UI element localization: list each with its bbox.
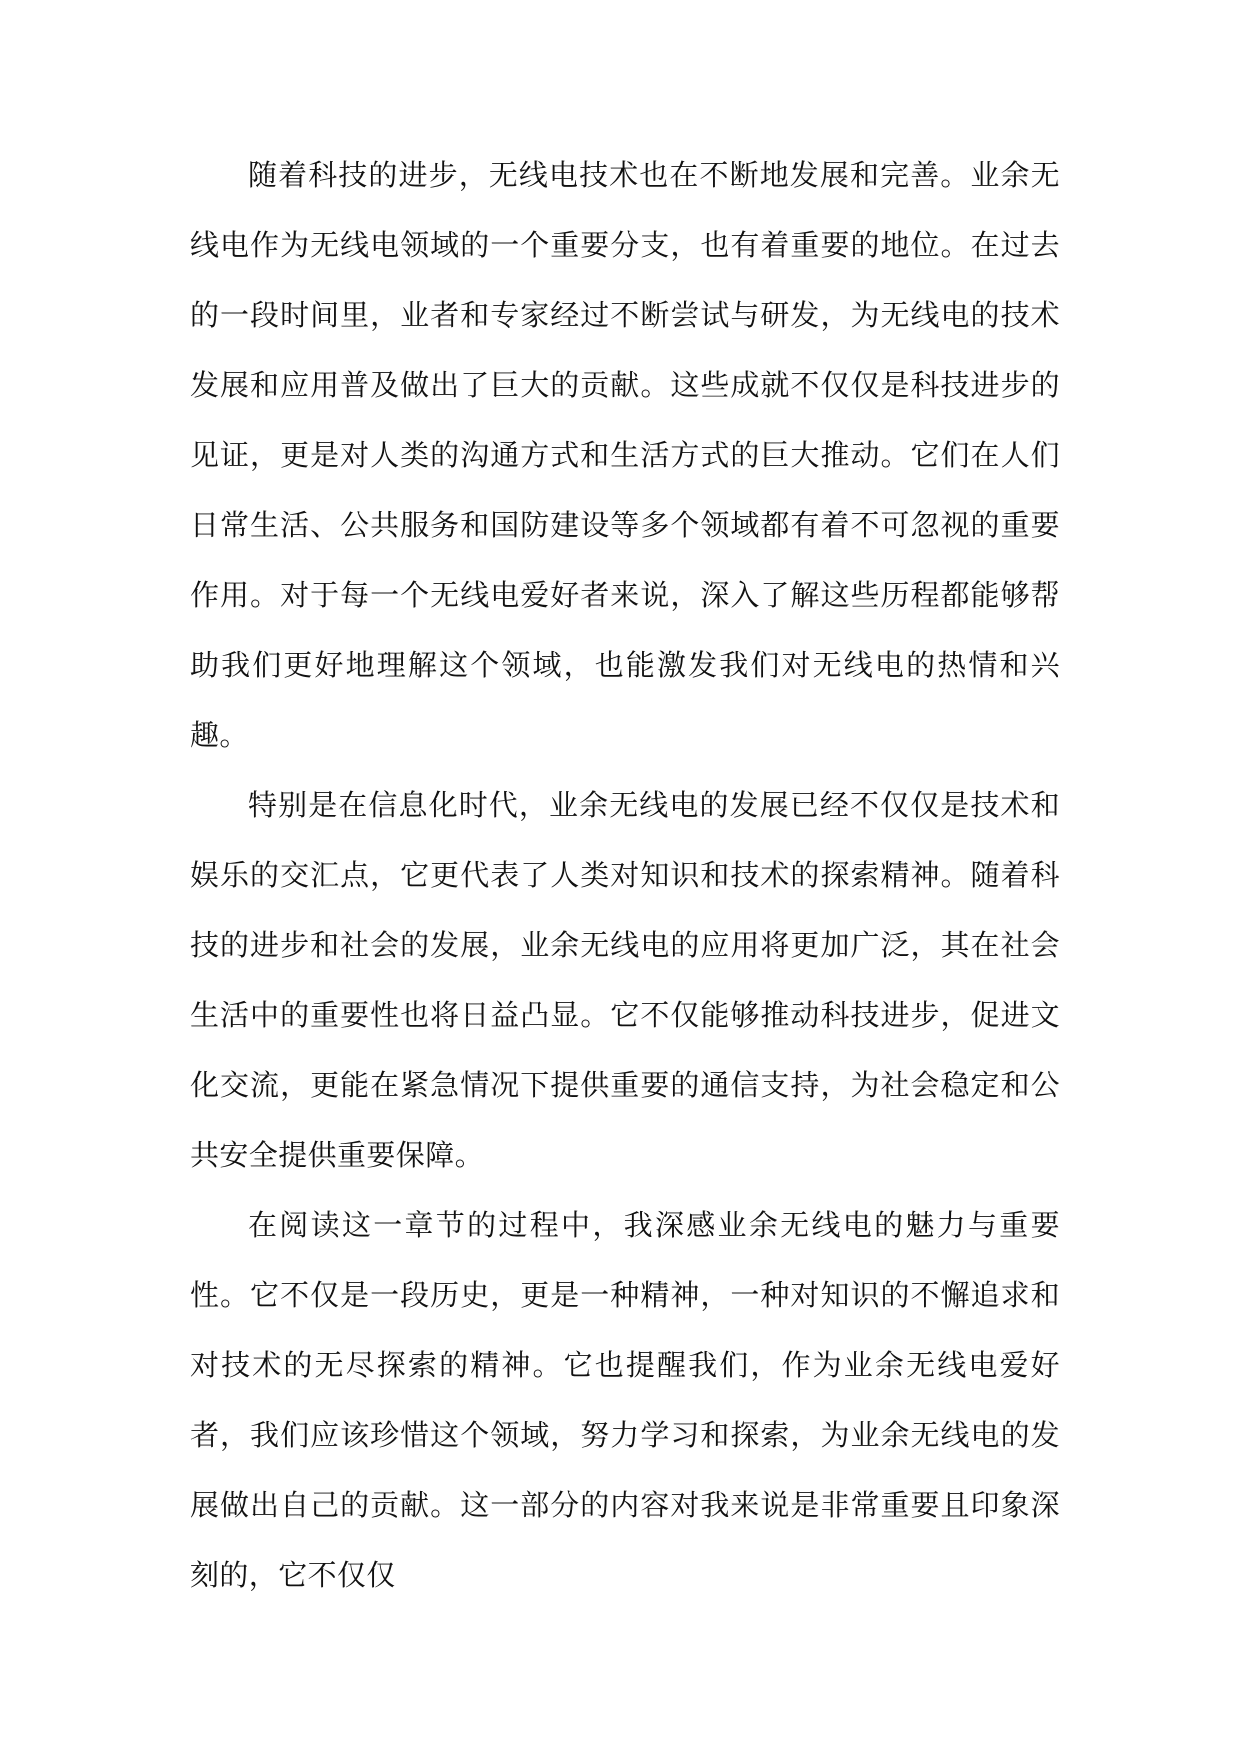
paragraph-1: 随着科技的进步，无线电技术也在不断地发展和完善。业余无线电作为无线电领域的一个重要分支，也有着重要的地位。在过去的一段时间里，业者和专家经过不断尝试与研发，为无线电的技术发展和应用普及做出了巨大的贡献。这些成就不仅仅是科技进步的见证，更是对人类的沟通方式和生活方式的巨大推动。它们在人们日常生活、公共服务和国防建设等多个领域都有着不可忽视的重要作用。对于每一个无线电爱好者来说，深入了解这些历程都能够帮助我们更好地理解这个领域，也能激发我们对无线电的热情和兴趣。 <box>190 158 1060 752</box>
paragraph-2: 特别是在信息化时代，业余无线电的发展已经不仅仅是技术和娱乐的交汇点，它更代表了人类对知识和技术的探索精神。随着科技的进步和社会的发展，业余无线电的应用将更加广泛，其在社会生活中的重要性也将日益凸显。它不仅能够推动科技进步，促进文化交流，更能在紧急情况下提供重要的通信支持，为社会稳定和公共安全提供重要保障。 <box>190 788 1060 1172</box>
document-body <box>190 140 1060 1610</box>
paragraph-3: 在阅读这一章节的过程中，我深感业余无线电的魅力与重要性。它不仅是一段历史，更是一种精神，一种对知识的不懈追求和对技术的无尽探索的精神。它也提醒我们，作为业余无线电爱好者，我们应该珍惜这个领域，努力学习和探索，为业余无线电的发展做出自己的贡献。这一部分的内容对我来说是非常重要且印象深刻的，它不仅仅 <box>190 1208 1060 1592</box>
